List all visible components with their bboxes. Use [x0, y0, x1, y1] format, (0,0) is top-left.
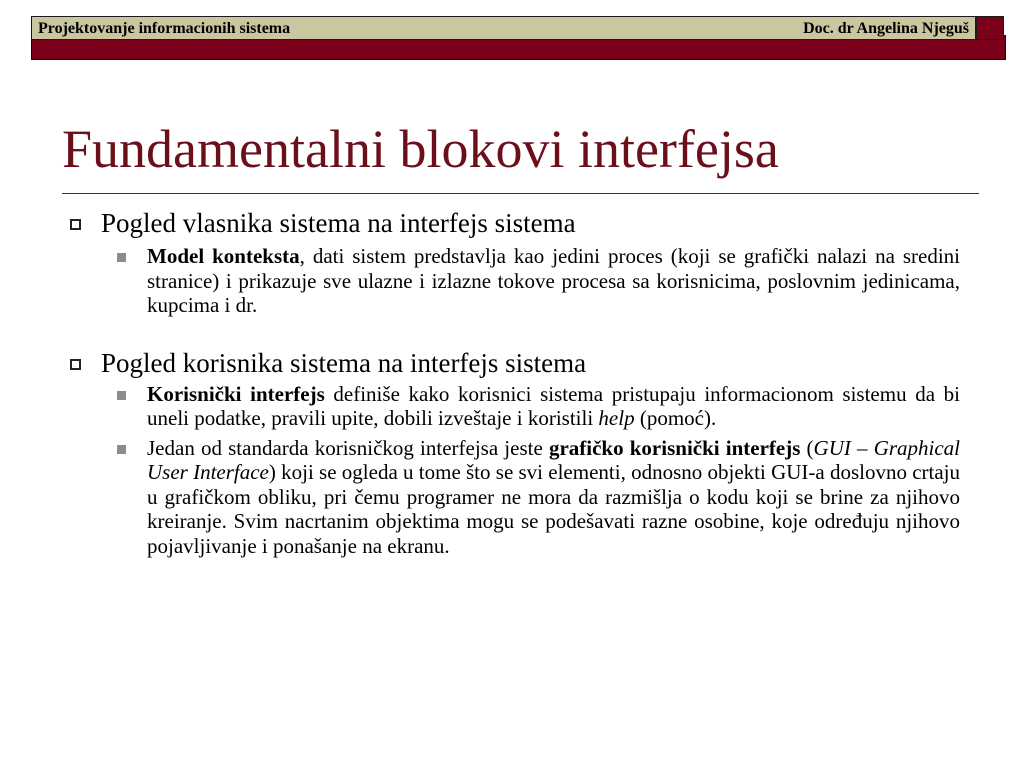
text-tail: (pomoć).	[634, 406, 717, 430]
text: ) koji se ogleda u tome što se svi elementi, odnosno objekti GUI-a doslovno crtaju u grafičkom obliku, pri čemu programer ne mora da razmišlja o kodu koji se brine za njihovo kreiranje. Svim nacrtanim objektima mogu se podešavati razne osobine, koje određuju njihovo pojavljivanje i ponašanje na ekranu.	[147, 460, 961, 558]
header-bar	[31, 16, 976, 40]
title-divider	[62, 193, 979, 194]
header-corner-square	[976, 16, 1004, 40]
text: , dati sistem predstavlja kao jedini proces (koji se grafički nalazi na sredini stranice) i prikazuje sve ulazne i izlazne tokove procesa sa korisnicima, poslovnim jedinicama, kupcima i dr.	[147, 244, 960, 317]
course-title: Projektovanje informacionih sistema	[38, 20, 291, 37]
slide-content	[62, 206, 962, 558]
sub-bullet-user-interface	[147, 382, 962, 431]
text: definiše kako korisnici sistema pristupaju informacionom sistemu da bi uneli podatke, pravili upite, dobili izveštaje i koristili	[147, 381, 961, 430]
italic-term: help	[598, 406, 635, 430]
bullet-owner-view	[62, 206, 962, 240]
sub-bullet-context-model	[147, 244, 962, 318]
text: (	[800, 435, 814, 460]
hollow-square-bullet-icon	[70, 219, 81, 230]
term: grafičko korisnički interfejs	[548, 435, 801, 460]
filled-square-bullet-icon	[117, 391, 126, 400]
filled-square-bullet-icon	[117, 445, 126, 454]
text: Jedan od standarda korisničkog interfejsa jeste	[147, 435, 549, 460]
bullet-heading: Pogled korisnika sistema na interfejs sistema	[101, 347, 587, 378]
bullet-user-view	[62, 346, 962, 380]
term: Model konteksta	[147, 244, 300, 268]
author-name: Doc. dr Angelina Njeguš	[803, 20, 969, 37]
bullet-heading: Pogled vlasnika sistema na interfejs sistema	[101, 208, 576, 238]
slide-title: Fundamentalni blokovi interfejsa	[62, 119, 779, 179]
filled-square-bullet-icon	[117, 253, 126, 262]
hollow-square-bullet-icon	[70, 359, 81, 370]
text: –	[850, 435, 874, 460]
term: Korisnički interfejs	[147, 381, 325, 406]
sub-bullet-gui	[147, 436, 962, 559]
italic-term: Graphical User Interface	[147, 435, 961, 484]
italic-term: GUI	[813, 435, 851, 460]
